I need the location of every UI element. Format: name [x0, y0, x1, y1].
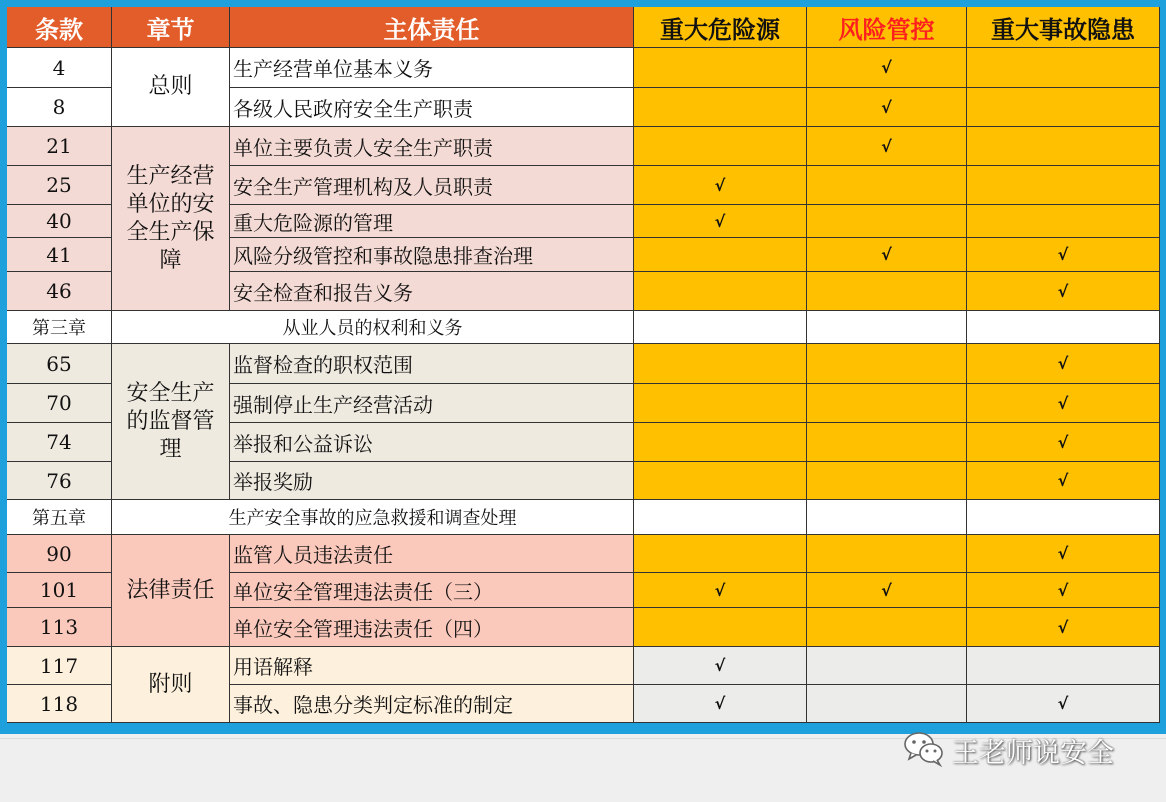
check-hazard: [634, 423, 807, 462]
clause-number: 117: [7, 647, 112, 685]
clause-number: 4: [7, 48, 112, 88]
header-clause: 条款: [7, 7, 112, 48]
clause-number: 65: [7, 344, 112, 384]
check-danger: √: [967, 344, 1160, 384]
clause-number: 70: [7, 384, 112, 423]
chapter-name: 法律责任: [112, 535, 230, 647]
responsibility-text: 举报和公益诉讼: [230, 423, 634, 462]
check-hazard: √: [634, 647, 807, 685]
check-hazard: √: [634, 573, 807, 608]
check-risk: [807, 647, 967, 685]
responsibility-text: 监管人员违法责任: [230, 535, 634, 573]
responsibility-text: 各级人民政府安全生产职责: [230, 88, 634, 127]
check-danger: [967, 205, 1160, 238]
clause-number: 40: [7, 205, 112, 238]
check-hazard: √: [634, 166, 807, 205]
wechat-icon: [902, 728, 946, 772]
clause-number: 101: [7, 573, 112, 608]
check-hazard: [634, 608, 807, 647]
clause-number: 21: [7, 127, 112, 166]
check-risk: [807, 384, 967, 423]
responsibility-text: 用语解释: [230, 647, 634, 685]
check-danger: √: [967, 608, 1160, 647]
responsibility-text: 监督检查的职权范围: [230, 344, 634, 384]
clause-number: 41: [7, 238, 112, 272]
clause-number: 8: [7, 88, 112, 127]
check-danger: √: [967, 272, 1160, 311]
header-risk: 风险管控: [807, 7, 967, 48]
check-danger: √: [967, 685, 1160, 723]
chapter-name: 总则: [112, 48, 230, 127]
check-hazard: [634, 88, 807, 127]
empty-cell: [967, 311, 1160, 344]
empty-cell: [807, 500, 967, 535]
clause-number: 113: [7, 608, 112, 647]
check-hazard: [634, 344, 807, 384]
check-hazard: [634, 48, 807, 88]
responsibility-text: 举报奖励: [230, 462, 634, 500]
check-risk: √: [807, 127, 967, 166]
check-danger: [967, 166, 1160, 205]
check-hazard: [634, 272, 807, 311]
header-danger: 重大事故隐患: [967, 7, 1160, 48]
clause-number: 118: [7, 685, 112, 723]
check-risk: [807, 608, 967, 647]
chapter-name: 附则: [112, 647, 230, 723]
check-danger: [967, 647, 1160, 685]
check-danger: [967, 48, 1160, 88]
clause-number: 74: [7, 423, 112, 462]
check-risk: [807, 166, 967, 205]
check-risk: [807, 205, 967, 238]
check-risk: [807, 535, 967, 573]
check-hazard: √: [634, 205, 807, 238]
check-danger: [967, 127, 1160, 166]
check-danger: √: [967, 238, 1160, 272]
check-hazard: [634, 535, 807, 573]
chapter-subtitle: 生产安全事故的应急救援和调查处理: [112, 500, 634, 535]
chapter-name: 安全生产的监督管理: [112, 344, 230, 500]
clause-number: 90: [7, 535, 112, 573]
responsibility-text: 强制停止生产经营活动: [230, 384, 634, 423]
clause-number: 46: [7, 272, 112, 311]
responsibility-text: 安全检查和报告义务: [230, 272, 634, 311]
check-risk: [807, 685, 967, 723]
check-risk: [807, 344, 967, 384]
check-hazard: [634, 127, 807, 166]
check-risk: [807, 272, 967, 311]
responsibility-text: 单位安全管理违法责任（四）: [230, 608, 634, 647]
responsibility-table: [7, 7, 1160, 723]
clause-number: 76: [7, 462, 112, 500]
check-risk: [807, 423, 967, 462]
check-risk: √: [807, 48, 967, 88]
check-danger: √: [967, 535, 1160, 573]
check-danger: √: [967, 384, 1160, 423]
clause-number: 25: [7, 166, 112, 205]
empty-cell: [807, 311, 967, 344]
watermark-text: 王老师说安全: [952, 737, 1114, 769]
check-hazard: [634, 384, 807, 423]
check-danger: √: [967, 423, 1160, 462]
empty-cell: [634, 311, 807, 344]
check-hazard: [634, 238, 807, 272]
check-danger: √: [967, 573, 1160, 608]
responsibility-text: 重大危险源的管理: [230, 205, 634, 238]
check-risk: √: [807, 88, 967, 127]
check-risk: √: [807, 238, 967, 272]
check-hazard: [634, 462, 807, 500]
header-responsibility: 主体责任: [230, 7, 634, 48]
responsibility-text: 安全生产管理机构及人员职责: [230, 166, 634, 205]
responsibility-text: 风险分级管控和事故隐患排查治理: [230, 238, 634, 272]
responsibility-text: 生产经营单位基本义务: [230, 48, 634, 88]
watermark: [902, 728, 1114, 772]
chapter-subtitle: 从业人员的权利和义务: [112, 311, 634, 344]
chapter-number: 第五章: [7, 500, 112, 535]
responsibility-text: 单位主要负责人安全生产职责: [230, 127, 634, 166]
check-hazard: √: [634, 685, 807, 723]
chapter-number: 第三章: [7, 311, 112, 344]
header-hazard: 重大危险源: [634, 7, 807, 48]
header-chapter: 章节: [112, 7, 230, 48]
check-risk: √: [807, 573, 967, 608]
empty-cell: [967, 500, 1160, 535]
check-danger: [967, 88, 1160, 127]
responsibility-text: 单位安全管理违法责任（三）: [230, 573, 634, 608]
check-danger: √: [967, 462, 1160, 500]
chapter-name: 生产经营单位的安全生产保障: [112, 127, 230, 311]
check-risk: [807, 462, 967, 500]
responsibility-text: 事故、隐患分类判定标准的制定: [230, 685, 634, 723]
empty-cell: [634, 500, 807, 535]
